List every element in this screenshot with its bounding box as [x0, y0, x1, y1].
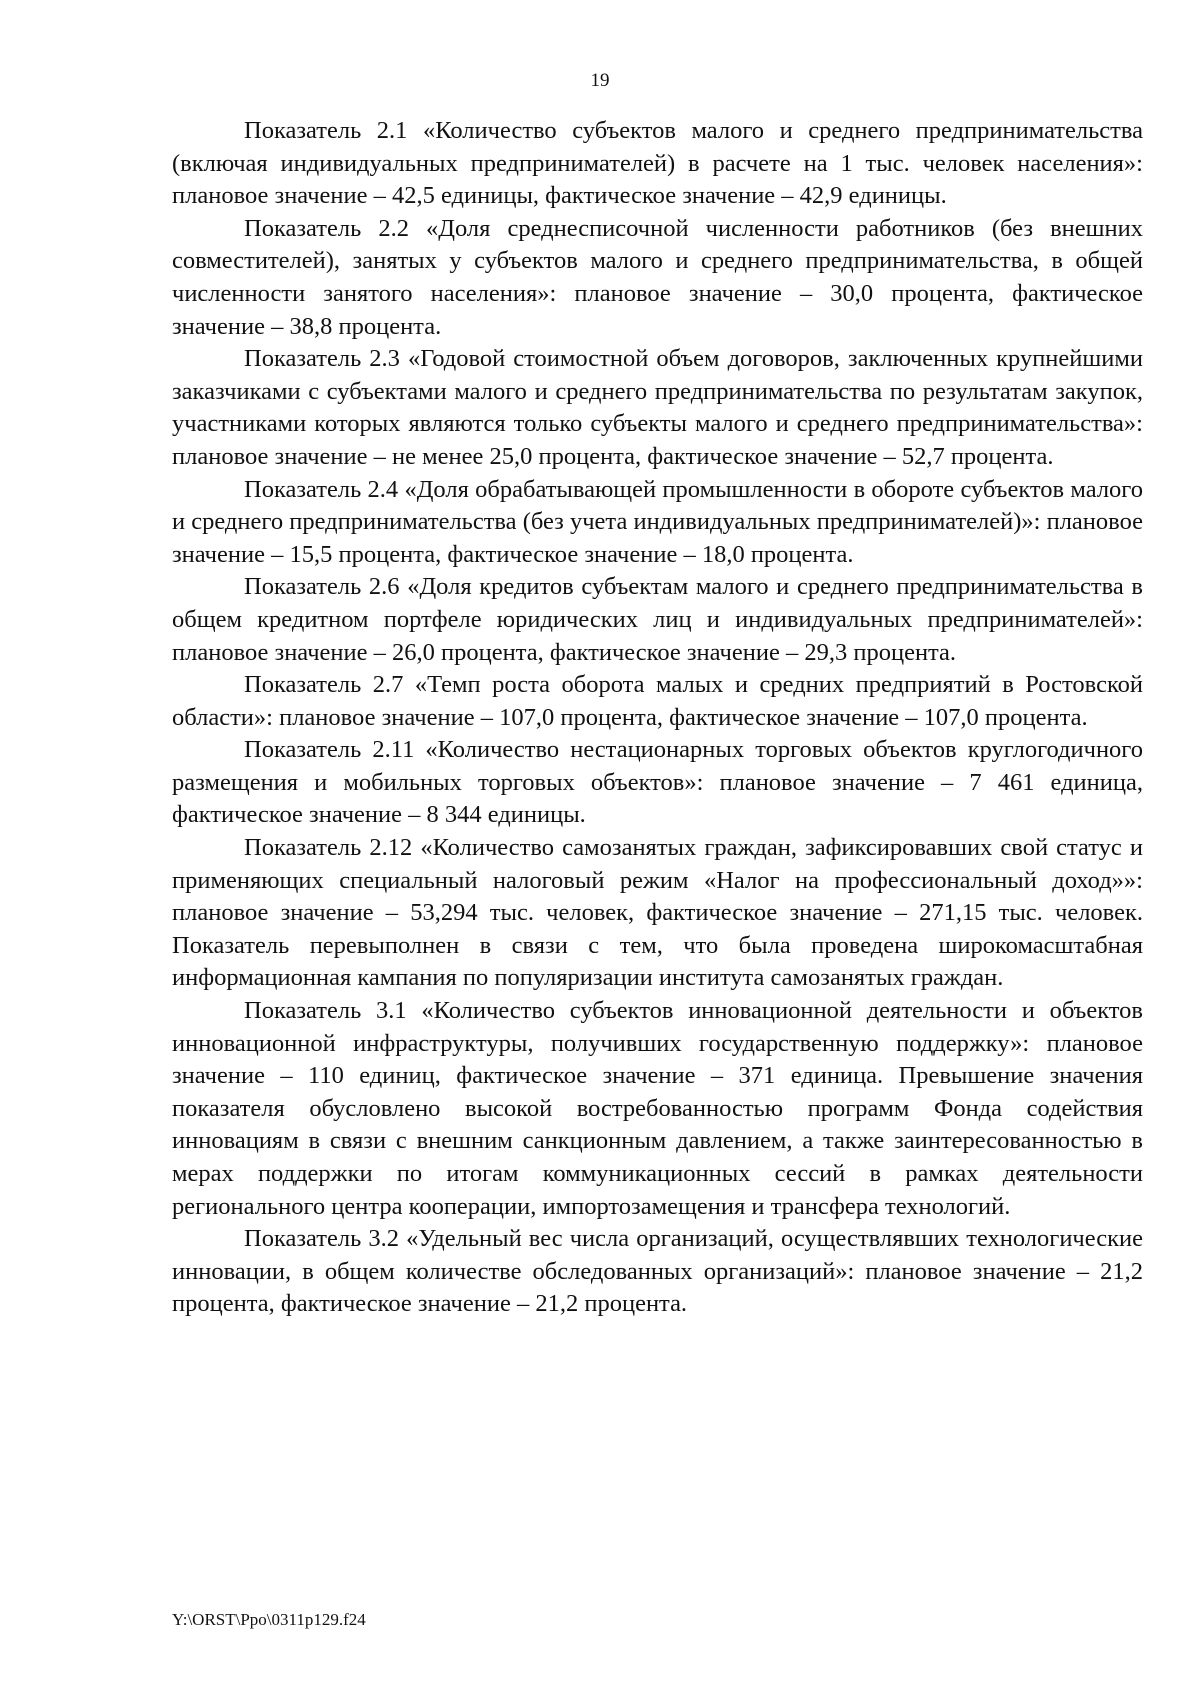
- paragraph-indicator-3-1: Показатель 3.1 «Количество субъектов инновационной деятельности и объектов инновационной инфраструктуры, получивших государственную поддержку»: плановое значение – 110 единиц, фактическое значение – 371 единица. Превышение значения показателя обусловлено высокой востребованностью программ Фонда содействия инновациям в связи с внешним санкционным давлением, а также заинтересованностью в мерах поддержки по итогам коммуникационных сессий в рамках деятельности регионального центра кооперации, импортозамещения и трансфера технологий.: [172, 997, 1143, 1220]
- paragraph-indicator-2-11: Показатель 2.11 «Количество нестационарных торговых объектов круглогодичного размещения и мобильных торговых объектов»: плановое значение – 7 461 единица, фактическое значение – 8 344 единицы.: [172, 736, 1143, 829]
- paragraph-indicator-2-2: Показатель 2.2 «Доля среднесписочной численности работников (без внешних совместителей), занятых у субъектов малого и среднего предпринимательства, в общей численности занятого населения»: плановое значение – 30,0 процента, фактическое значение – 38,8 процента.: [172, 214, 1143, 340]
- paragraph-indicator-2-6: Показатель 2.6 «Доля кредитов субъектам малого и среднего предпринимательства в общем кредитном портфеле юридических лиц и индивидуальных предпринимателей»: плановое значение – 26,0 процента, фактическое значение – 29,3 процента.: [172, 573, 1143, 666]
- paragraph-indicator-2-7: Показатель 2.7 «Темп роста оборота малых и средних предприятий в Ростовской области»: плановое значение – 107,0 процента, фактическое значение – 107,0 процента.: [172, 671, 1143, 731]
- footer-file-path: Y:\ORST\Ppo\0311p129.f24: [172, 1610, 366, 1629]
- document-body: [172, 115, 1143, 1321]
- paragraph-indicator-2-1: Показатель 2.1 «Количество субъектов малого и среднего предпринимательства (включая индивидуальных предпринимателей) в расчете на 1 тыс. человек населения»: плановое значение – 42,5 единицы, фактическое значение – 42,9 единицы.: [172, 117, 1143, 210]
- paragraph-indicator-2-3: Показатель 2.3 «Годовой стоимостной объем договоров, заключенных крупнейшими заказчиками с субъектами малого и среднего предпринимательства по результатам закупок, участниками которых являются только субъекты малого и среднего предпринимательства»: плановое значение – не менее 25,0 процента, фактическое значение – 52,7 процента.: [172, 345, 1143, 470]
- paragraph-indicator-3-2: Показатель 3.2 «Удельный вес числа организаций, осуществлявших технологические инновации, в общем количестве обследованных организаций»: плановое значение – 21,2 процента, фактическое значение – 21,2 процента.: [172, 1225, 1143, 1318]
- page-number: 19: [590, 70, 610, 91]
- paragraph-indicator-2-12: Показатель 2.12 «Количество самозанятых граждан, зафиксировавших свой статус и применяющих специальный налоговый режим «Налог на профессиональный доход»»: плановое значение – 53,294 тыс. человек, фактическое значение – 271,15 тыс. человек. Показатель перевыполнен в связи с тем, что была проведена широкомасштабная информационная кампания по популяризации института самозанятых граждан.: [172, 834, 1143, 992]
- paragraph-indicator-2-4: Показатель 2.4 «Доля обрабатывающей промышленности в обороте субъектов малого и среднего предпринимательства (без учета индивидуальных предпринимателей)»: плановое значение – 15,5 процента, фактическое значение – 18,0 процента.: [172, 475, 1143, 568]
